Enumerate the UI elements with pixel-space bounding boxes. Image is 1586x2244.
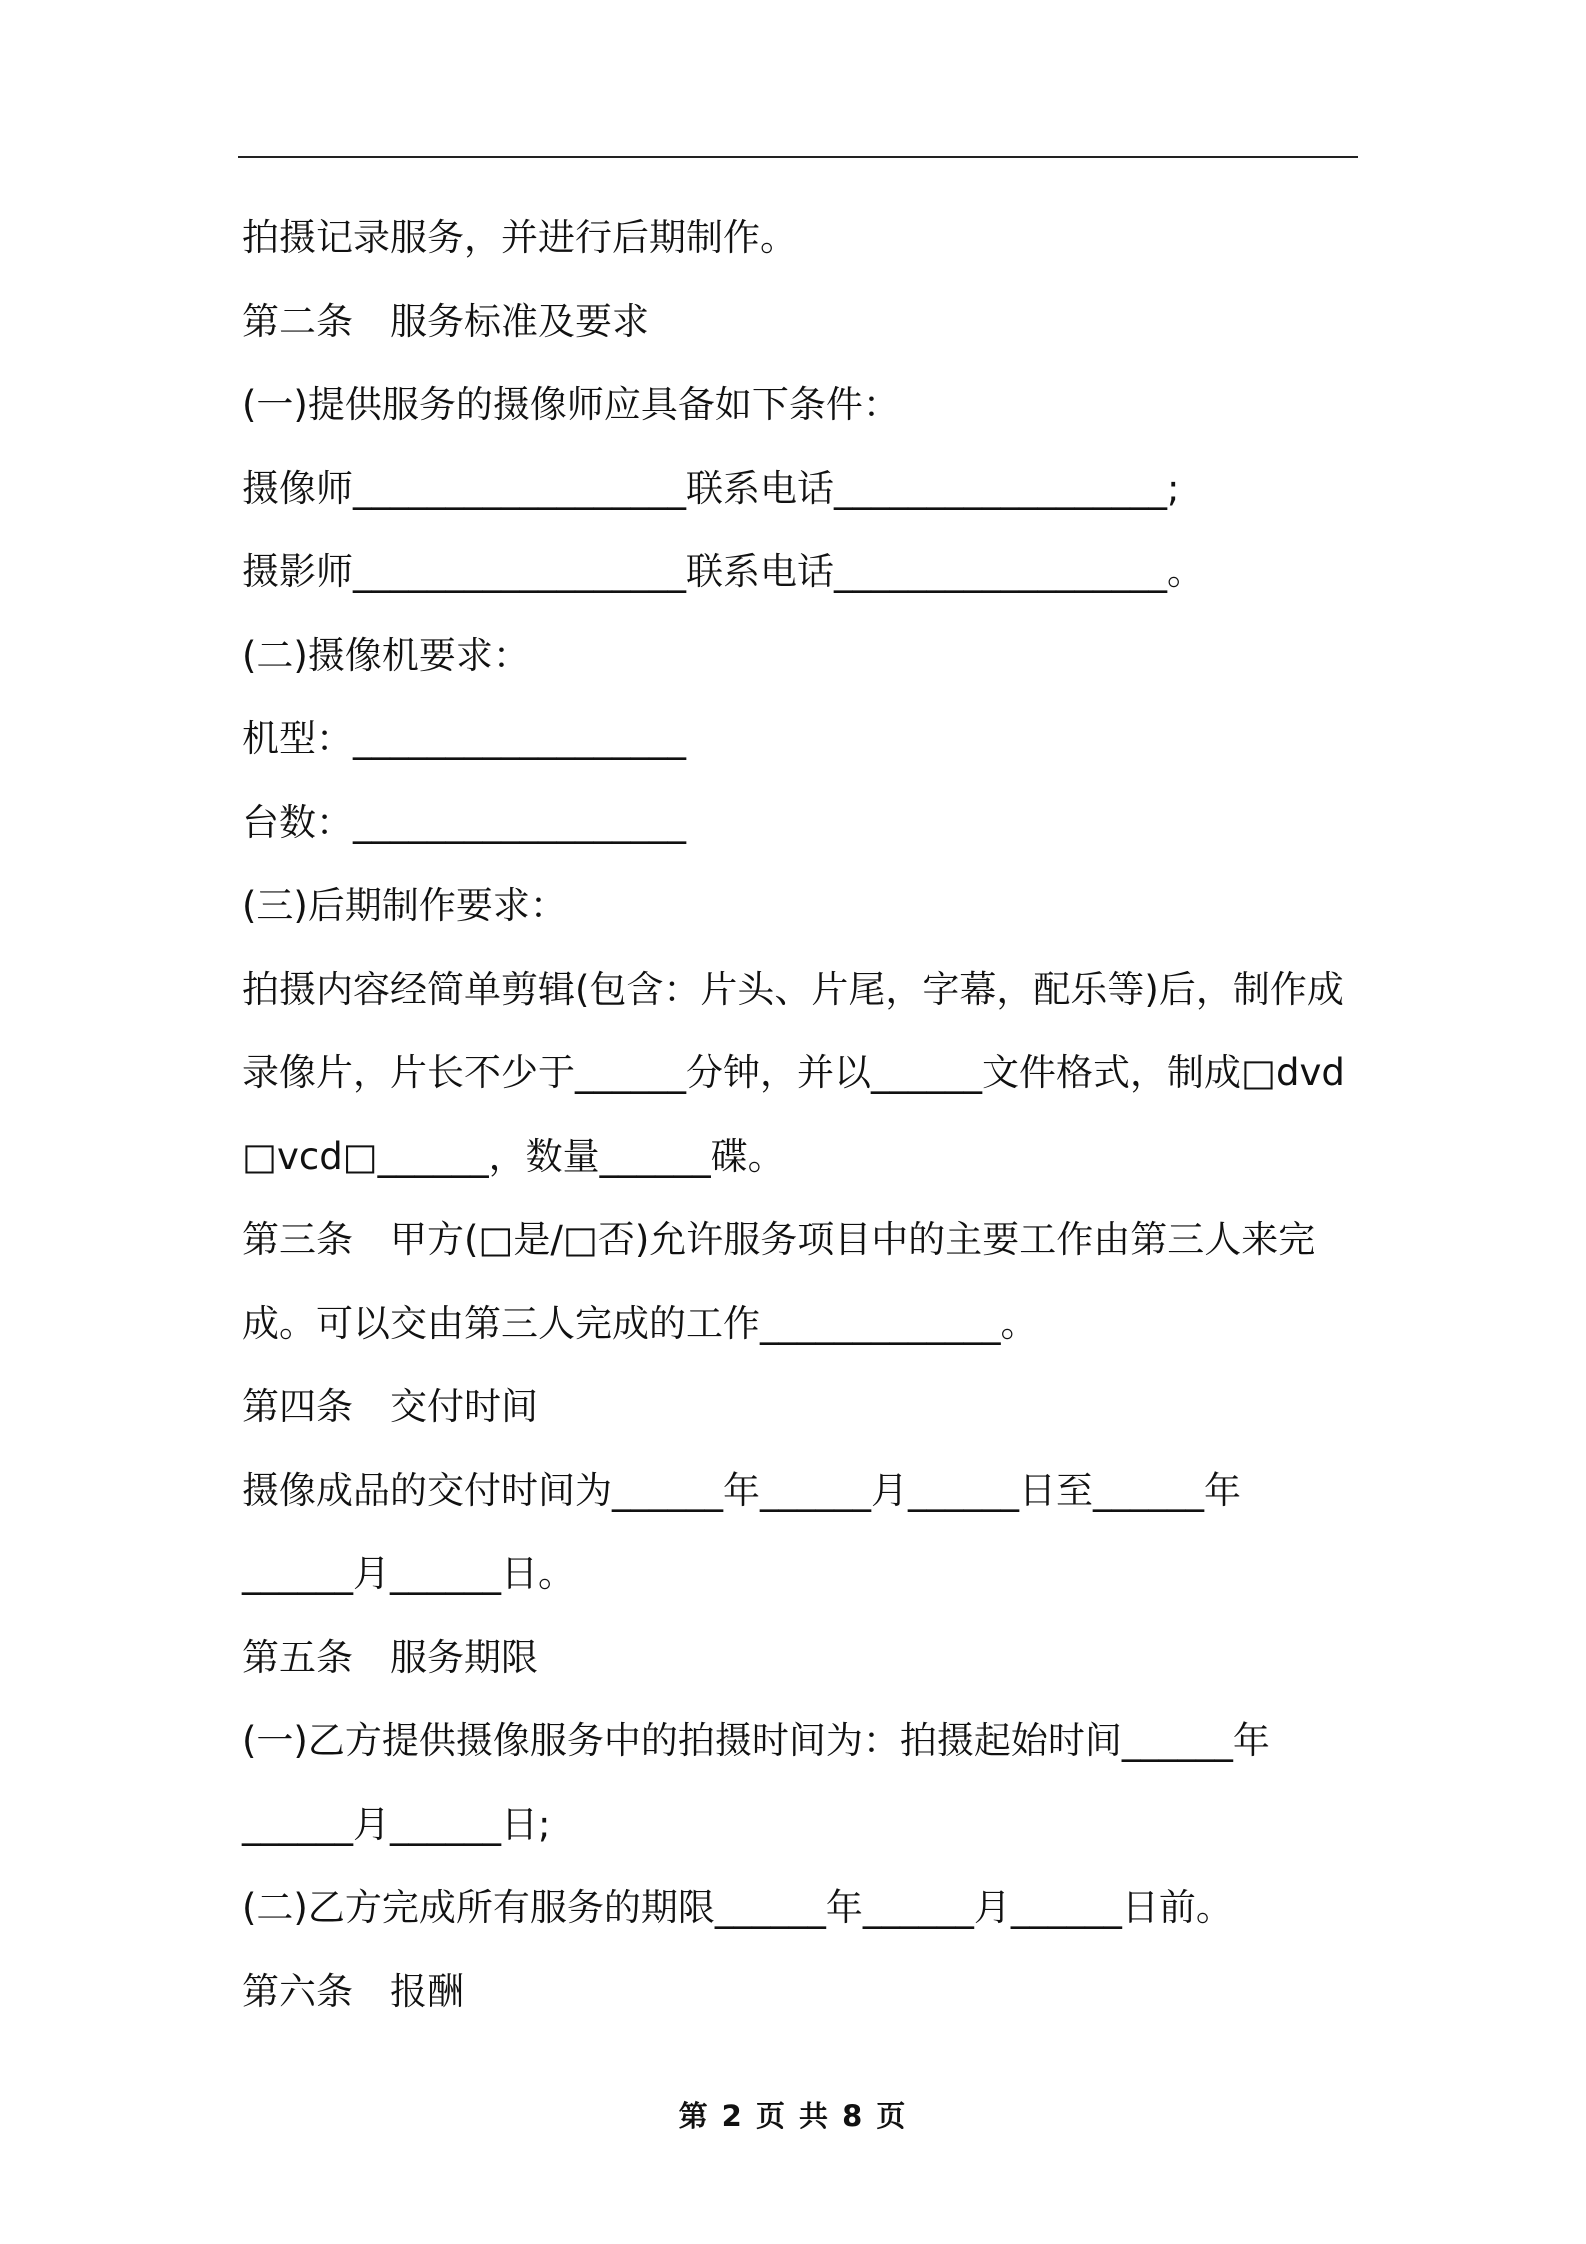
paragraph-line: 成。可以交由第三人完成的工作_____________。 [242,1301,1038,1345]
paragraph-line: 拍摄记录服务，并进行后期制作。 [242,216,797,259]
paragraph-line: (一)乙方提供摄像服务中的拍摄时间为：拍摄起始时间______年 [242,1719,1270,1762]
paragraph-line: 摄像成品的交付时间为______年______月______日至______年 [242,1468,1241,1512]
form-field-line: 摄影师__________________联系电话__________________。 [242,550,1204,593]
form-field-line: 机型：__________________ [242,717,686,760]
paragraph-line: (二)乙方完成所有服务的期限______年______月______日前。 [242,1886,1233,1929]
form-field-line: 摄像师__________________联系电话__________________; [242,466,1180,510]
paragraph-line: (二)摄像机要求： [242,633,530,677]
form-field-line: 台数：__________________ [242,800,686,844]
article-heading: 第五条 服务期限 [242,1635,538,1679]
paragraph-line: (三)后期制作要求： [242,884,567,927]
paragraph-line: 拍摄内容经简单剪辑(包含：片头、片尾，字幕，配乐等)后，制作成 [242,967,1344,1011]
document-body [242,196,1360,2033]
paragraph-line: 录像片，片长不少于______分钟，并以______文件格式，制成□dvd [242,1051,1345,1094]
article-heading: 第六条 报酬 [242,1969,464,2013]
paragraph-line: (一)提供服务的摄像师应具备如下条件： [242,383,900,426]
article-heading: 第二条 服务标准及要求 [242,299,649,343]
paragraph-line: ______月______日; [242,1802,551,1846]
article-heading: 第四条 交付时间 [242,1385,538,1428]
header-rule [238,156,1358,158]
paragraph-line: □vcd□______，数量______碟。 [242,1134,785,1178]
page-indicator: 第 2 页 共 8 页 [678,2099,908,2133]
paragraph-line: ______月______日。 [242,1552,575,1595]
article-heading: 第三条 甲方(□是/□否)允许服务项目中的主要工作由第三人来完 [242,1218,1316,1261]
